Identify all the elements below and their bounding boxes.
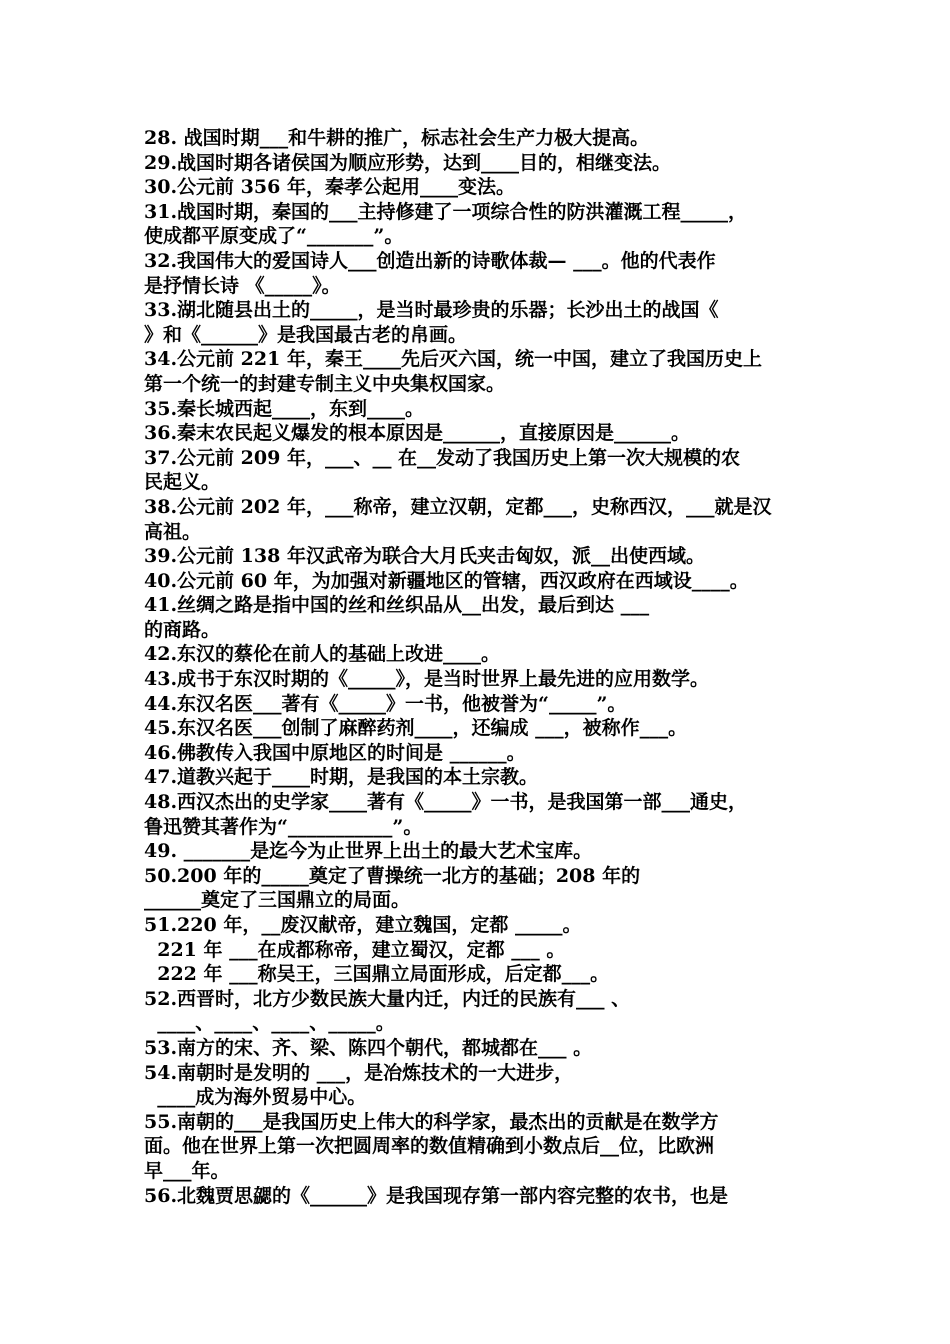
text-line: 53.南方的宋、齐、梁、陈四个朝代，都城都在___ 。 [144, 1036, 593, 1059]
text-line: 是抒情长诗 《_____》。 [144, 274, 341, 297]
text-line: ______奠定了三国鼎立的局面。 [144, 889, 411, 912]
text-line: 30.公元前 356 年，秦孝公起用____变法。 [144, 176, 515, 199]
text-line: 45.东汉名医___创制了麻醉药剂____，还编成 ___，被称作___。 [144, 717, 688, 740]
text-line: 面。他在世界上第一次把圆周率的数值精确到小数点后__位，比欧洲 [144, 1135, 715, 1158]
text-line: 38.公元前 202 年，___称帝，建立汉朝，定都___，史称西汉，___就是汉 [144, 495, 772, 518]
text-line: 35.秦长城西起____，东到____。 [144, 397, 425, 420]
text-line: 48.西汉杰出的史学家____著有《_____》一书，是我国第一部___通史， [144, 791, 748, 814]
text-line: 第一个统一的封建专制主义中央集权国家。 [144, 372, 506, 395]
text-line: 32.我国伟大的爱国诗人___创造出新的诗歌体裁— ___。他的代表作 [144, 249, 716, 272]
text-line: 33.湖北随县出土的_____，是当时最珍贵的乐器；长沙出土的战国《 [144, 299, 719, 322]
text-line: 34.公元前 221 年，秦王____先后灭六国，统一中国，建立了我国历史上 [144, 348, 762, 371]
text-line: 31.战国时期，秦国的___主持修建了一项综合性的防洪灌溉工程_____， [144, 200, 748, 223]
text-line: 的商路。 [144, 618, 221, 641]
text-line: 44.东汉名医___著有《_____》一书，他被誉为“_____”。 [144, 692, 627, 715]
text-line: 43.成书于东汉时期的《_____》，是当时世界上最先进的应用数学。 [144, 668, 710, 691]
text-line: 29.战国时期各诸侯国为顺应形势，达到____目的，相继变法。 [144, 151, 672, 174]
text-line: 221 年 ___在成都称帝，建立蜀汉，定都 ___ 。 [144, 938, 566, 961]
text-line: 56.北魏贾思勰的《______》是我国现存第一部内容完整的农书，也是 [144, 1184, 729, 1207]
text-line: 36.秦末农民起义爆发的根本原因是______，直接原因是______。 [144, 422, 691, 445]
text-line: 》和《______》是我国最古老的帛画。 [144, 323, 468, 346]
text-line: 使成都平原变成了“_______”。 [144, 225, 404, 248]
text-line: 222 年 ___称吴王，三国鼎立局面形成，后定都___。 [144, 963, 610, 986]
text-line: 民起义。 [144, 471, 221, 494]
text-line: ____、____、____、_____。 [144, 1012, 395, 1035]
text-line: 54.南朝时是发明的 ___，是冶炼技术的一大进步， [144, 1061, 574, 1084]
text-line: 52.西晋时，北方少数民族大量内迁，内迁的民族有___ 、 [144, 987, 631, 1010]
text-line: 37.公元前 209 年，___、__ 在__发动了我国历史上第一次大规模的农 [144, 446, 741, 469]
text-line: 46.佛教传入我国中原地区的时间是 ______。 [144, 741, 526, 764]
document-page [144, 126, 824, 1208]
text-line: 55.南朝的___是我国历史上伟大的科学家，最杰出的贡献是在数学方 [144, 1110, 719, 1133]
text-line: 41.丝绸之路是指中国的丝和丝织品从__出发，最后到达 ___ [144, 594, 650, 617]
text-line: ____成为海外贸易中心。 [144, 1086, 367, 1109]
text-line: 40.公元前 60 年，为加强对新疆地区的管辖，西汉政府在西域设____。 [144, 569, 749, 592]
text-line: 47.道教兴起于____时期，是我国的本土宗教。 [144, 766, 539, 789]
text-line: 50.200 年的_____奠定了曹操统一北方的基础；208 年的 [144, 864, 641, 887]
text-line: 鲁迅赞其著作为“___________”。 [144, 815, 423, 838]
text-line: 39.公元前 138 年汉武帝为联合大月氏夹击匈奴，派__出使西域。 [144, 545, 705, 568]
text-line: 高祖。 [144, 520, 202, 543]
text-line: 51.220 年，__废汉献帝，建立魏国，定都 _____。 [144, 914, 582, 936]
text-line: 42.东汉的蔡伦在前人的基础上改进____。 [144, 643, 501, 666]
text-line: 49. _______是迄今为止世界上出土的最大艺术宝库。 [144, 840, 593, 863]
text-line: 28. 战国时期___和牛耕的推广，标志社会生产力极大提高。 [144, 127, 650, 149]
text-line: 早___年。 [144, 1159, 230, 1182]
